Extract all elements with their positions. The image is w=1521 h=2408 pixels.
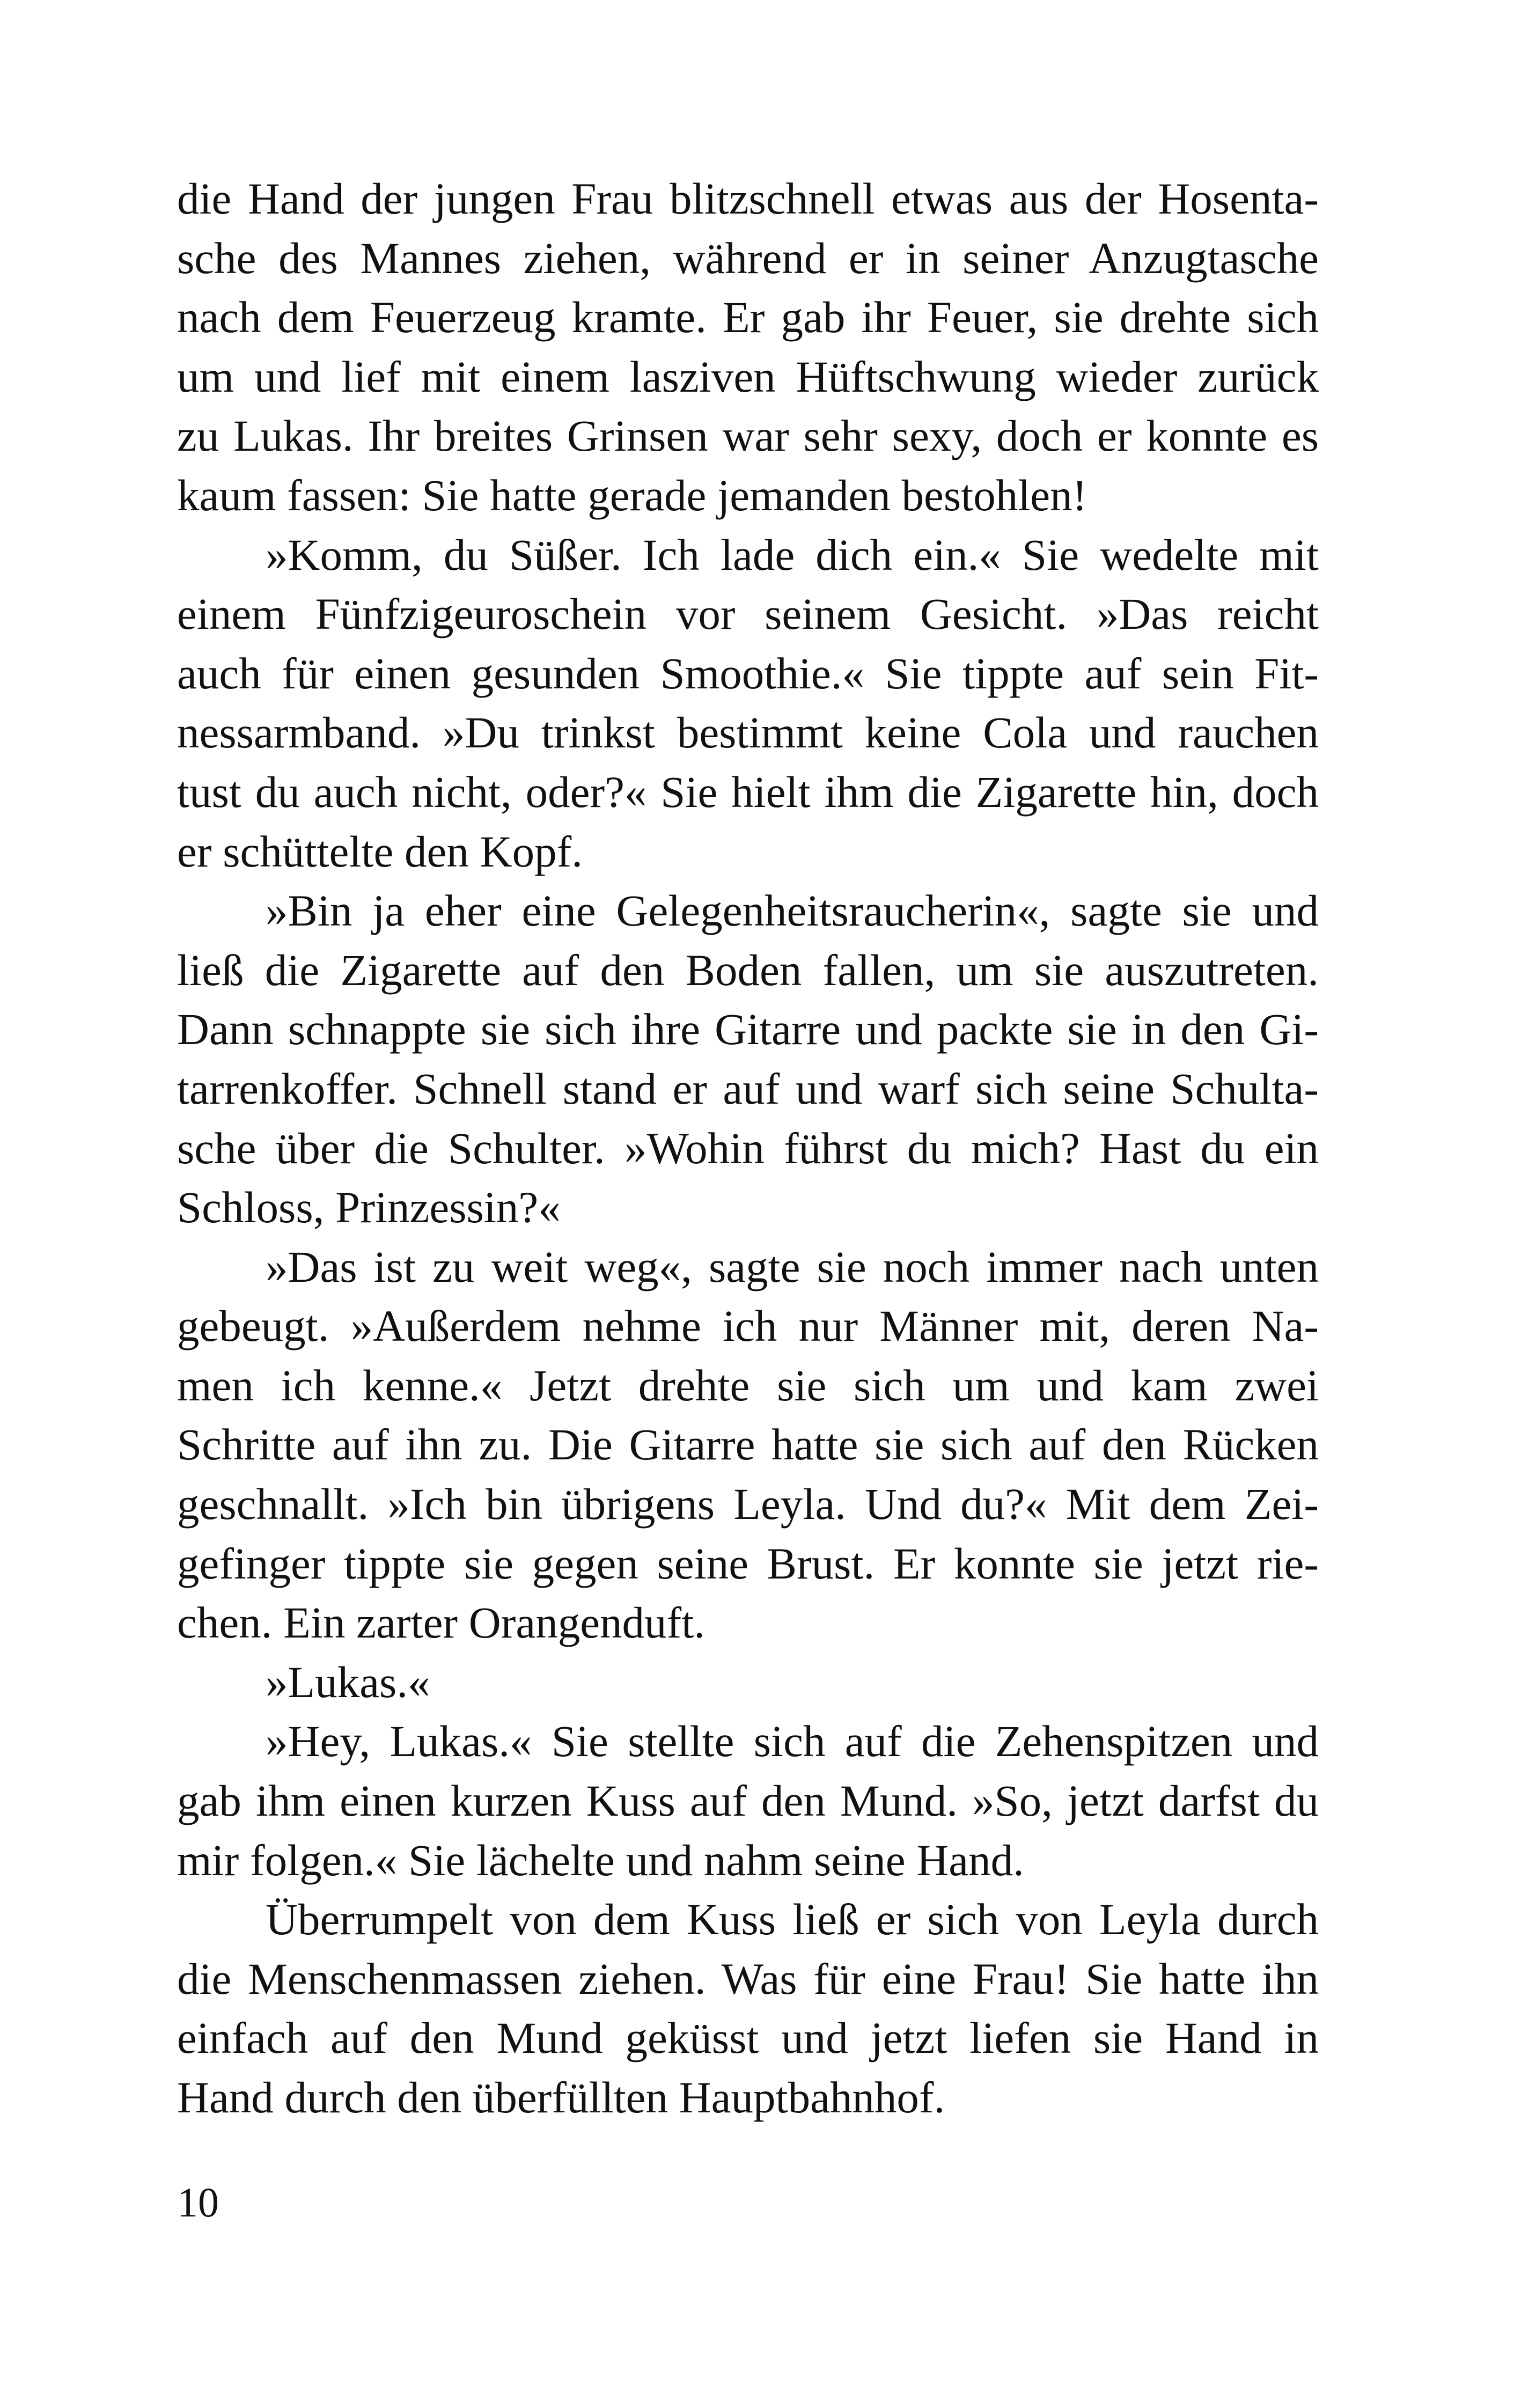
text-line: »Hey, Lukas.« Sie stellte sich auf die Zehenspitzen und [266,1716,1319,1766]
text-line: Überrumpelt von dem Kuss ließ er sich von Leyla durch [266,1895,1319,1944]
text-line: um und lief mit einem lasziven Hüftschwung wieder zurück [177,351,1319,401]
text-line: Hand durch den überfüllten Hauptbahnhof. [177,2073,945,2122]
text-line: tust du auch nicht, oder?« Sie hielt ihm die Zigarette hin, doch [177,767,1319,817]
text-line: »Bin ja eher eine Gelegenheitsraucherin«, sagte sie und [266,886,1319,936]
text-line: mir folgen.« Sie lächelte und nahm seine Hand. [177,1835,1024,1885]
page-number: 10 [177,2179,219,2226]
text-line: Schritte auf ihn zu. Die Gitarre hatte sie sich auf den Rücken [177,1420,1319,1470]
text-line: die Hand der jungen Frau blitzschnell etwas aus der Hosenta- [177,174,1319,223]
text-line: sche über die Schulter. »Wohin führst du mich? Hast du ein [177,1123,1319,1173]
paragraph [177,881,1319,1237]
text-line: »Das ist zu weit weg«, sagte sie noch immer nach unten [266,1242,1319,1291]
text-line: er schüttelte den Kopf. [177,826,583,876]
paragraph [177,1712,1319,1890]
text-line: gebeugt. »Außerdem nehme ich nur Männer mit, deren Na- [177,1301,1319,1351]
text-line: die Menschenmassen ziehen. Was für eine Frau! Sie hatte ihn [177,1954,1319,2003]
text-line: tarrenkoffer. Schnell stand er auf und warf sich seine Schulta- [177,1063,1319,1113]
text-line: »Komm, du Süßer. Ich lade dich ein.« Sie wedelte mit [266,530,1319,579]
paragraph [177,169,1319,525]
text-line: »Lukas.« [266,1657,430,1707]
text-line: nessarmband. »Du trinkst bestimmt keine Cola und rauchen [177,708,1319,758]
text-line: einfach auf den Mund geküsst und jetzt liefen sie Hand in [177,2013,1319,2063]
text-line: sche des Mannes ziehen, während er in seiner Anzugtasche [177,233,1319,283]
text-line: men ich kenne.« Jetzt drehte sie sich um und kam zwei [177,1360,1319,1410]
text-line: auch für einen gesunden Smoothie.« Sie tippte auf sein Fit- [177,648,1319,698]
text-line: ließ die Zigarette auf den Boden fallen, um sie auszutreten. [177,945,1319,995]
paragraph [177,1653,1319,1712]
text-line: chen. Ein zarter Orangenduft. [177,1598,706,1648]
paragraph [177,1890,1319,2127]
text-line: zu Lukas. Ihr breites Grinsen war sehr sexy, doch er konnte es [177,411,1319,461]
text-line: Schloss, Prinzessin?« [177,1183,561,1232]
text-line: kaum fassen: Sie hatte gerade jemanden bestohlen! [177,470,1088,520]
paragraph [177,1237,1319,1653]
text-line: Dann schnappte sie sich ihre Gitarre und packte sie in den Gi- [177,1004,1319,1054]
text-line: einem Fünfzigeuroschein vor seinem Gesicht. »Das reicht [177,589,1319,639]
text-line: gab ihm einen kurzen Kuss auf den Mund. »So, jetzt darfst du [177,1776,1319,1826]
paragraph [177,525,1319,882]
body-text [177,169,1319,2127]
text-line: gefinger tippte sie gegen seine Brust. Er konnte sie jetzt rie- [177,1538,1319,1588]
text-line: nach dem Feuerzeug kramte. Er gab ihr Feuer, sie drehte sich [177,292,1319,342]
text-line: geschnallt. »Ich bin übrigens Leyla. Und du?« Mit dem Zei- [177,1479,1319,1529]
